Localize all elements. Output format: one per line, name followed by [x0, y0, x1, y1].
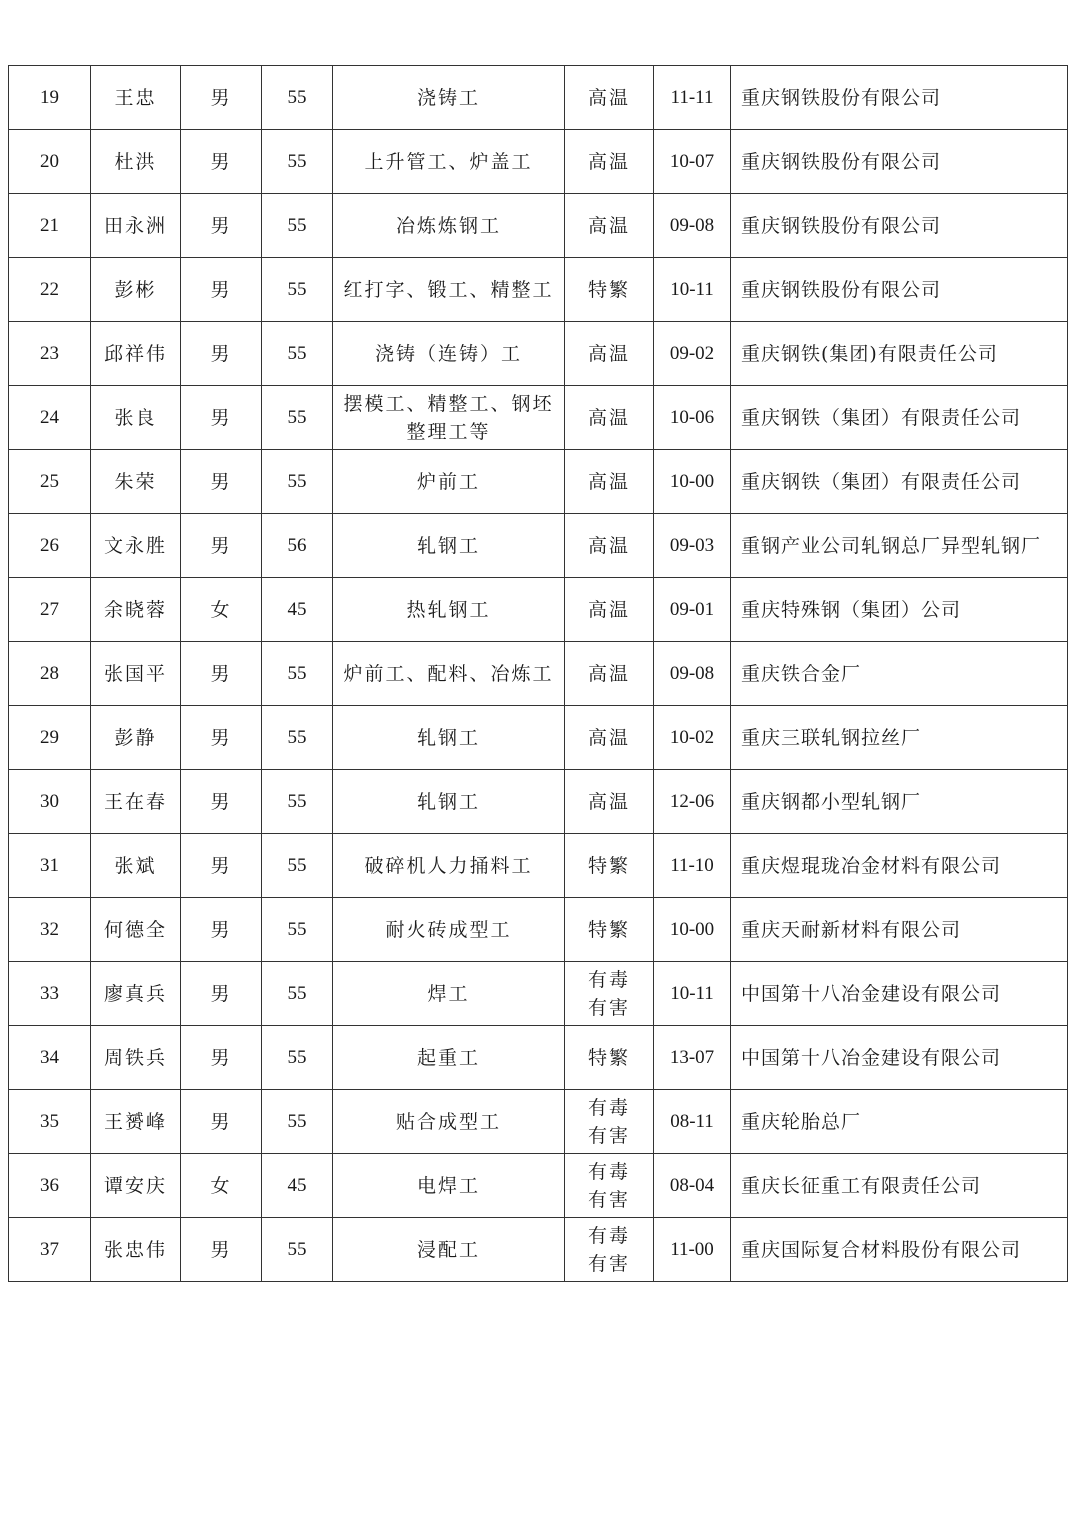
- row-number-cell: 35: [9, 1090, 91, 1154]
- hazard-type-cell: 高温: [565, 194, 654, 258]
- work-years-cell: 10-00: [654, 450, 731, 514]
- age-cell: 56: [262, 514, 333, 578]
- company-cell: 重庆国际复合材料股份有限公司: [731, 1218, 1068, 1282]
- company-cell: 重庆钢铁（集团）有限责任公司: [731, 386, 1068, 450]
- row-number-cell: 22: [9, 258, 91, 322]
- work-years-cell: 10-06: [654, 386, 731, 450]
- row-number-cell: 19: [9, 66, 91, 130]
- job-type-cell: 起重工: [333, 1026, 565, 1090]
- job-type-cell: 轧钢工: [333, 770, 565, 834]
- name-cell: 张国平: [91, 642, 181, 706]
- company-cell: 重庆钢铁股份有限公司: [731, 258, 1068, 322]
- age-cell: 55: [262, 258, 333, 322]
- hazard-type-cell: 高温: [565, 578, 654, 642]
- company-cell: 中国第十八冶金建设有限公司: [731, 1026, 1068, 1090]
- name-cell: 何德全: [91, 898, 181, 962]
- hazard-type-cell: 特繁: [565, 898, 654, 962]
- table-row: [9, 1218, 1068, 1282]
- work-years-cell: 10-11: [654, 258, 731, 322]
- name-cell: 文永胜: [91, 514, 181, 578]
- gender-cell: 男: [181, 898, 262, 962]
- work-years-cell: 11-11: [654, 66, 731, 130]
- gender-cell: 男: [181, 1026, 262, 1090]
- row-number-cell: 24: [9, 386, 91, 450]
- table-row: [9, 514, 1068, 578]
- table-row: [9, 450, 1068, 514]
- row-number-cell: 34: [9, 1026, 91, 1090]
- work-years-cell: 10-11: [654, 962, 731, 1026]
- table-row: [9, 130, 1068, 194]
- gender-cell: 女: [181, 578, 262, 642]
- name-cell: 廖真兵: [91, 962, 181, 1026]
- row-number-cell: 23: [9, 322, 91, 386]
- job-type-cell: 上升管工、炉盖工: [333, 130, 565, 194]
- gender-cell: 男: [181, 1090, 262, 1154]
- age-cell: 55: [262, 770, 333, 834]
- name-cell: 朱荣: [91, 450, 181, 514]
- name-cell: 邱祥伟: [91, 322, 181, 386]
- job-type-cell: 冶炼炼钢工: [333, 194, 565, 258]
- hazard-type-cell: 特繁: [565, 834, 654, 898]
- age-cell: 45: [262, 578, 333, 642]
- name-cell: 杜洪: [91, 130, 181, 194]
- company-cell: 重庆钢铁股份有限公司: [731, 66, 1068, 130]
- table-row: [9, 962, 1068, 1026]
- age-cell: 55: [262, 1218, 333, 1282]
- age-cell: 55: [262, 834, 333, 898]
- company-cell: 重庆钢铁股份有限公司: [731, 130, 1068, 194]
- gender-cell: 女: [181, 1154, 262, 1218]
- hazard-type-cell: 高温: [565, 386, 654, 450]
- job-type-cell: 浇铸（连铸）工: [333, 322, 565, 386]
- hazard-type-cell: 有毒 有害: [565, 962, 654, 1026]
- company-cell: 重庆铁合金厂: [731, 642, 1068, 706]
- work-years-cell: 11-10: [654, 834, 731, 898]
- work-years-cell: 09-03: [654, 514, 731, 578]
- table-row: [9, 898, 1068, 962]
- table-row: [9, 770, 1068, 834]
- row-number-cell: 33: [9, 962, 91, 1026]
- hazard-type-cell: 有毒 有害: [565, 1154, 654, 1218]
- age-cell: 55: [262, 322, 333, 386]
- name-cell: 谭安庆: [91, 1154, 181, 1218]
- table-row: [9, 642, 1068, 706]
- job-type-cell: 浇铸工: [333, 66, 565, 130]
- company-cell: 重庆钢铁(集团)有限责任公司: [731, 322, 1068, 386]
- name-cell: 余晓蓉: [91, 578, 181, 642]
- company-cell: 重庆钢铁（集团）有限责任公司: [731, 450, 1068, 514]
- row-number-cell: 30: [9, 770, 91, 834]
- job-type-cell: 轧钢工: [333, 514, 565, 578]
- age-cell: 55: [262, 1026, 333, 1090]
- company-cell: 重庆轮胎总厂: [731, 1090, 1068, 1154]
- job-type-cell: 焊工: [333, 962, 565, 1026]
- table-row: [9, 834, 1068, 898]
- company-cell: 重钢产业公司轧钢总厂异型轧钢厂: [731, 514, 1068, 578]
- table-row: [9, 706, 1068, 770]
- job-type-cell: 红打字、锻工、精整工: [333, 258, 565, 322]
- row-number-cell: 25: [9, 450, 91, 514]
- age-cell: 55: [262, 194, 333, 258]
- age-cell: 55: [262, 66, 333, 130]
- hazard-type-cell: 高温: [565, 130, 654, 194]
- table-row: [9, 322, 1068, 386]
- gender-cell: 男: [181, 514, 262, 578]
- age-cell: 45: [262, 1154, 333, 1218]
- row-number-cell: 36: [9, 1154, 91, 1218]
- table-row: [9, 66, 1068, 130]
- hazard-type-cell: 高温: [565, 514, 654, 578]
- hazard-type-cell: 高温: [565, 706, 654, 770]
- company-cell: 中国第十八冶金建设有限公司: [731, 962, 1068, 1026]
- hazard-type-cell: 高温: [565, 770, 654, 834]
- hazard-type-cell: 特繁: [565, 1026, 654, 1090]
- hazard-type-cell: 高温: [565, 66, 654, 130]
- company-cell: 重庆长征重工有限责任公司: [731, 1154, 1068, 1218]
- job-type-cell: 破碎机人力捅料工: [333, 834, 565, 898]
- job-type-cell: 电焊工: [333, 1154, 565, 1218]
- gender-cell: 男: [181, 834, 262, 898]
- work-years-cell: 13-07: [654, 1026, 731, 1090]
- company-cell: 重庆天耐新材料有限公司: [731, 898, 1068, 962]
- work-years-cell: 09-02: [654, 322, 731, 386]
- hazard-type-cell: 有毒 有害: [565, 1218, 654, 1282]
- job-type-cell: 摆模工、精整工、钢坯整理工等: [333, 386, 565, 450]
- company-cell: 重庆特殊钢（集团）公司: [731, 578, 1068, 642]
- row-number-cell: 31: [9, 834, 91, 898]
- gender-cell: 男: [181, 322, 262, 386]
- table-row: [9, 578, 1068, 642]
- row-number-cell: 32: [9, 898, 91, 962]
- work-years-cell: 12-06: [654, 770, 731, 834]
- job-type-cell: 炉前工: [333, 450, 565, 514]
- gender-cell: 男: [181, 1218, 262, 1282]
- age-cell: 55: [262, 450, 333, 514]
- row-number-cell: 21: [9, 194, 91, 258]
- gender-cell: 男: [181, 130, 262, 194]
- gender-cell: 男: [181, 258, 262, 322]
- name-cell: 彭静: [91, 706, 181, 770]
- gender-cell: 男: [181, 642, 262, 706]
- work-years-cell: 08-11: [654, 1090, 731, 1154]
- work-years-cell: 09-08: [654, 194, 731, 258]
- age-cell: 55: [262, 642, 333, 706]
- name-cell: 田永洲: [91, 194, 181, 258]
- hazard-type-cell: 特繁: [565, 258, 654, 322]
- name-cell: 周铁兵: [91, 1026, 181, 1090]
- gender-cell: 男: [181, 194, 262, 258]
- job-type-cell: 耐火砖成型工: [333, 898, 565, 962]
- hazard-type-cell: 高温: [565, 450, 654, 514]
- company-cell: 重庆钢铁股份有限公司: [731, 194, 1068, 258]
- gender-cell: 男: [181, 66, 262, 130]
- name-cell: 张斌: [91, 834, 181, 898]
- work-years-cell: 08-04: [654, 1154, 731, 1218]
- job-type-cell: 轧钢工: [333, 706, 565, 770]
- work-years-cell: 10-07: [654, 130, 731, 194]
- gender-cell: 男: [181, 770, 262, 834]
- gender-cell: 男: [181, 450, 262, 514]
- table-row: [9, 258, 1068, 322]
- table-row: [9, 1090, 1068, 1154]
- row-number-cell: 27: [9, 578, 91, 642]
- age-cell: 55: [262, 962, 333, 1026]
- job-type-cell: 炉前工、配料、冶炼工: [333, 642, 565, 706]
- gender-cell: 男: [181, 386, 262, 450]
- company-cell: 重庆三联轧钢拉丝厂: [731, 706, 1068, 770]
- age-cell: 55: [262, 386, 333, 450]
- row-number-cell: 29: [9, 706, 91, 770]
- table-body: [9, 66, 1068, 1282]
- row-number-cell: 20: [9, 130, 91, 194]
- hazard-type-cell: 高温: [565, 642, 654, 706]
- row-number-cell: 28: [9, 642, 91, 706]
- work-years-cell: 10-02: [654, 706, 731, 770]
- work-years-cell: 09-01: [654, 578, 731, 642]
- row-number-cell: 37: [9, 1218, 91, 1282]
- work-years-cell: 10-00: [654, 898, 731, 962]
- table-row: [9, 1026, 1068, 1090]
- name-cell: 王赟峰: [91, 1090, 181, 1154]
- name-cell: 张良: [91, 386, 181, 450]
- company-cell: 重庆钢都小型轧钢厂: [731, 770, 1068, 834]
- hazard-type-cell: 有毒 有害: [565, 1090, 654, 1154]
- hazard-type-cell: 高温: [565, 322, 654, 386]
- job-type-cell: 浸配工: [333, 1218, 565, 1282]
- name-cell: 王在春: [91, 770, 181, 834]
- gender-cell: 男: [181, 962, 262, 1026]
- company-cell: 重庆煜琨珑冶金材料有限公司: [731, 834, 1068, 898]
- table-row: [9, 1154, 1068, 1218]
- row-number-cell: 26: [9, 514, 91, 578]
- name-cell: 王忠: [91, 66, 181, 130]
- work-years-cell: 09-08: [654, 642, 731, 706]
- work-years-cell: 11-00: [654, 1218, 731, 1282]
- age-cell: 55: [262, 706, 333, 770]
- age-cell: 55: [262, 130, 333, 194]
- gender-cell: 男: [181, 706, 262, 770]
- age-cell: 55: [262, 1090, 333, 1154]
- age-cell: 55: [262, 898, 333, 962]
- table-row: [9, 194, 1068, 258]
- name-cell: 彭彬: [91, 258, 181, 322]
- table-row: [9, 386, 1068, 450]
- name-cell: 张忠伟: [91, 1218, 181, 1282]
- worker-table: [8, 65, 1068, 1282]
- job-type-cell: 热轧钢工: [333, 578, 565, 642]
- job-type-cell: 贴合成型工: [333, 1090, 565, 1154]
